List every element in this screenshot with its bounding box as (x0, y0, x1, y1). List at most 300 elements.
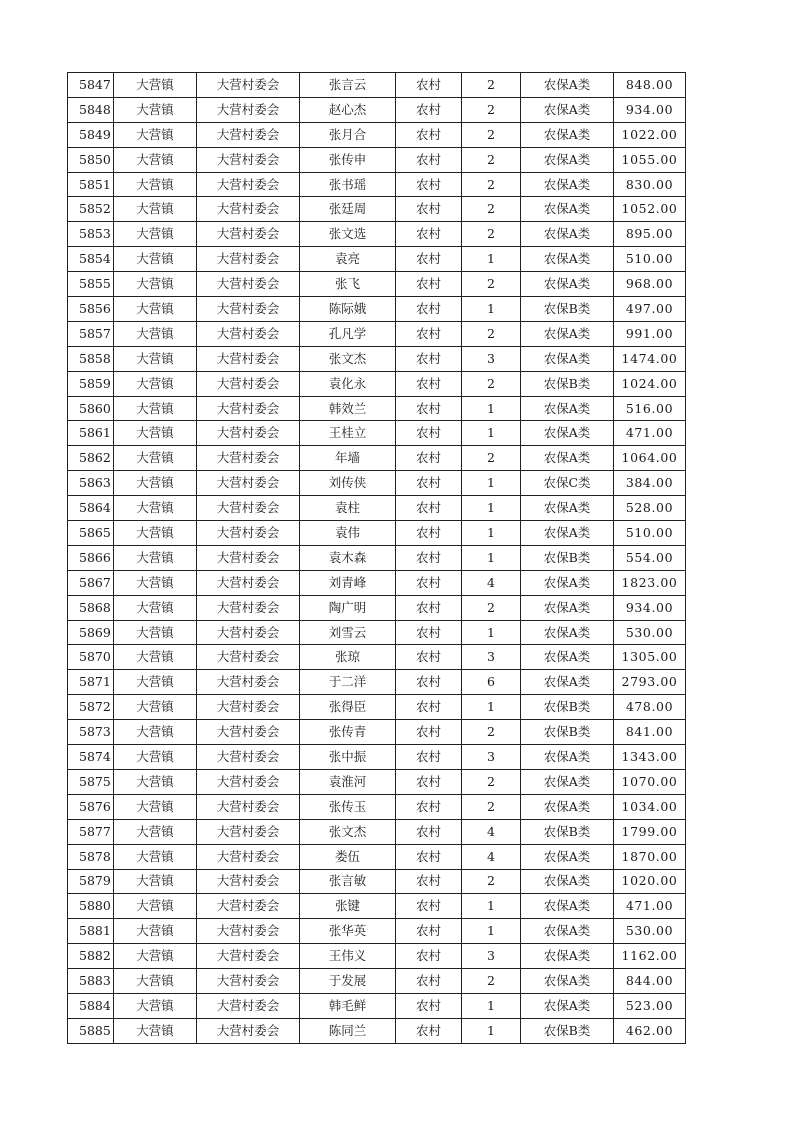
household-size-cell: 2 (462, 794, 521, 819)
table-row (68, 695, 686, 720)
town-cell: 大营镇 (114, 272, 197, 297)
person-name-cell: 袁化永 (300, 371, 396, 396)
amount-cell: 1070.00 (614, 769, 686, 794)
record-number-cell: 5848 (68, 97, 114, 122)
household-type-cell: 农村 (396, 944, 462, 969)
amount-cell: 934.00 (614, 97, 686, 122)
person-name-cell: 刘传侠 (300, 471, 396, 496)
household-size-cell: 2 (462, 321, 521, 346)
amount-cell: 497.00 (614, 297, 686, 322)
person-name-cell: 张传玉 (300, 794, 396, 819)
town-cell: 大营镇 (114, 545, 197, 570)
household-type-cell: 农村 (396, 645, 462, 670)
amount-cell: 934.00 (614, 595, 686, 620)
household-size-cell: 2 (462, 97, 521, 122)
household-size-cell: 2 (462, 272, 521, 297)
town-cell: 大营镇 (114, 993, 197, 1018)
town-cell: 大营镇 (114, 595, 197, 620)
village-committee-cell: 大营村委会 (197, 297, 300, 322)
household-type-cell: 农村 (396, 894, 462, 919)
amount-cell: 523.00 (614, 993, 686, 1018)
amount-cell: 1022.00 (614, 122, 686, 147)
record-number-cell: 5882 (68, 944, 114, 969)
amount-cell: 462.00 (614, 1018, 686, 1043)
table-row (68, 73, 686, 98)
town-cell: 大营镇 (114, 919, 197, 944)
record-number-cell: 5878 (68, 844, 114, 869)
household-size-cell: 1 (462, 1018, 521, 1043)
record-number-cell: 5872 (68, 695, 114, 720)
table-row (68, 645, 686, 670)
insurance-category-cell: 农保B类 (521, 720, 614, 745)
record-number-cell: 5864 (68, 496, 114, 521)
household-size-cell: 1 (462, 471, 521, 496)
record-number-cell: 5866 (68, 545, 114, 570)
table-row (68, 794, 686, 819)
record-number-cell: 5849 (68, 122, 114, 147)
insurance-category-cell: 农保A类 (521, 346, 614, 371)
household-size-cell: 1 (462, 421, 521, 446)
person-name-cell: 袁亮 (300, 247, 396, 272)
household-type-cell: 农村 (396, 122, 462, 147)
household-type-cell: 农村 (396, 1018, 462, 1043)
table-row (68, 769, 686, 794)
village-committee-cell: 大营村委会 (197, 595, 300, 620)
table-row (68, 545, 686, 570)
household-type-cell: 农村 (396, 346, 462, 371)
person-name-cell: 刘青峰 (300, 570, 396, 595)
household-size-cell: 2 (462, 446, 521, 471)
town-cell: 大营镇 (114, 222, 197, 247)
amount-cell: 510.00 (614, 247, 686, 272)
town-cell: 大营镇 (114, 794, 197, 819)
insurance-category-cell: 农保A类 (521, 247, 614, 272)
record-number-cell: 5859 (68, 371, 114, 396)
record-number-cell: 5862 (68, 446, 114, 471)
household-type-cell: 农村 (396, 297, 462, 322)
household-type-cell: 农村 (396, 769, 462, 794)
household-size-cell: 3 (462, 645, 521, 670)
record-number-cell: 5851 (68, 172, 114, 197)
record-number-cell: 5880 (68, 894, 114, 919)
record-number-cell: 5852 (68, 197, 114, 222)
household-type-cell: 农村 (396, 595, 462, 620)
household-size-cell: 2 (462, 371, 521, 396)
village-committee-cell: 大营村委会 (197, 545, 300, 570)
town-cell: 大营镇 (114, 745, 197, 770)
household-type-cell: 农村 (396, 670, 462, 695)
table-row (68, 993, 686, 1018)
table-row (68, 147, 686, 172)
household-type-cell: 农村 (396, 321, 462, 346)
insurance-category-cell: 农保A类 (521, 396, 614, 421)
household-type-cell: 农村 (396, 919, 462, 944)
insurance-category-cell: 农保A类 (521, 969, 614, 994)
household-size-cell: 1 (462, 545, 521, 570)
town-cell: 大营镇 (114, 421, 197, 446)
insurance-category-cell: 农保A类 (521, 496, 614, 521)
record-number-cell: 5884 (68, 993, 114, 1018)
household-type-cell: 农村 (396, 545, 462, 570)
household-size-cell: 3 (462, 346, 521, 371)
person-name-cell: 张月合 (300, 122, 396, 147)
table-row (68, 297, 686, 322)
record-number-cell: 5853 (68, 222, 114, 247)
record-number-cell: 5861 (68, 421, 114, 446)
person-name-cell: 张琼 (300, 645, 396, 670)
table-row (68, 222, 686, 247)
table-row (68, 197, 686, 222)
record-number-cell: 5874 (68, 745, 114, 770)
household-type-cell: 农村 (396, 521, 462, 546)
town-cell: 大营镇 (114, 695, 197, 720)
town-cell: 大营镇 (114, 346, 197, 371)
household-type-cell: 农村 (396, 73, 462, 98)
amount-cell: 1799.00 (614, 819, 686, 844)
household-type-cell: 农村 (396, 147, 462, 172)
table-row (68, 595, 686, 620)
insurance-category-cell: 农保A类 (521, 670, 614, 695)
household-size-cell: 2 (462, 222, 521, 247)
village-committee-cell: 大营村委会 (197, 172, 300, 197)
amount-cell: 830.00 (614, 172, 686, 197)
town-cell: 大营镇 (114, 869, 197, 894)
person-name-cell: 赵心杰 (300, 97, 396, 122)
amount-cell: 528.00 (614, 496, 686, 521)
amount-cell: 1024.00 (614, 371, 686, 396)
table-row (68, 247, 686, 272)
person-name-cell: 王桂立 (300, 421, 396, 446)
record-number-cell: 5860 (68, 396, 114, 421)
insurance-category-cell: 农保A类 (521, 844, 614, 869)
village-committee-cell: 大营村委会 (197, 745, 300, 770)
record-number-cell: 5883 (68, 969, 114, 994)
table-row (68, 521, 686, 546)
town-cell: 大营镇 (114, 73, 197, 98)
household-type-cell: 农村 (396, 272, 462, 297)
household-size-cell: 1 (462, 993, 521, 1018)
village-committee-cell: 大营村委会 (197, 670, 300, 695)
household-type-cell: 农村 (396, 844, 462, 869)
village-committee-cell: 大营村委会 (197, 396, 300, 421)
person-name-cell: 张传申 (300, 147, 396, 172)
person-name-cell: 张文杰 (300, 346, 396, 371)
town-cell: 大营镇 (114, 720, 197, 745)
table-row (68, 371, 686, 396)
table-row (68, 745, 686, 770)
household-size-cell: 2 (462, 172, 521, 197)
insurance-category-cell: 农保A类 (521, 794, 614, 819)
table-row (68, 1018, 686, 1043)
town-cell: 大营镇 (114, 894, 197, 919)
insurance-category-cell: 农保A类 (521, 620, 614, 645)
village-committee-cell: 大营村委会 (197, 346, 300, 371)
town-cell: 大营镇 (114, 496, 197, 521)
amount-cell: 895.00 (614, 222, 686, 247)
town-cell: 大营镇 (114, 371, 197, 396)
village-committee-cell: 大营村委会 (197, 769, 300, 794)
household-type-cell: 农村 (396, 446, 462, 471)
table-row (68, 894, 686, 919)
table-row (68, 496, 686, 521)
amount-cell: 991.00 (614, 321, 686, 346)
person-name-cell: 陈际娥 (300, 297, 396, 322)
record-number-cell: 5858 (68, 346, 114, 371)
insurance-category-cell: 农保B类 (521, 1018, 614, 1043)
town-cell: 大营镇 (114, 819, 197, 844)
household-size-cell: 2 (462, 595, 521, 620)
person-name-cell: 张文选 (300, 222, 396, 247)
amount-cell: 1474.00 (614, 346, 686, 371)
table-row (68, 844, 686, 869)
person-name-cell: 孔凡学 (300, 321, 396, 346)
household-type-cell: 农村 (396, 496, 462, 521)
amount-cell: 510.00 (614, 521, 686, 546)
village-committee-cell: 大营村委会 (197, 446, 300, 471)
table-row (68, 321, 686, 346)
household-size-cell: 1 (462, 297, 521, 322)
household-type-cell: 农村 (396, 695, 462, 720)
household-type-cell: 农村 (396, 869, 462, 894)
record-number-cell: 5885 (68, 1018, 114, 1043)
household-size-cell: 2 (462, 769, 521, 794)
village-committee-cell: 大营村委会 (197, 869, 300, 894)
village-committee-cell: 大营村委会 (197, 919, 300, 944)
amount-cell: 968.00 (614, 272, 686, 297)
insurance-category-cell: 农保B类 (521, 819, 614, 844)
village-committee-cell: 大营村委会 (197, 819, 300, 844)
record-number-cell: 5879 (68, 869, 114, 894)
town-cell: 大营镇 (114, 769, 197, 794)
person-name-cell: 刘雪云 (300, 620, 396, 645)
amount-cell: 1823.00 (614, 570, 686, 595)
person-name-cell: 张传青 (300, 720, 396, 745)
household-type-cell: 农村 (396, 794, 462, 819)
person-name-cell: 张华英 (300, 919, 396, 944)
table-row (68, 819, 686, 844)
amount-cell: 1064.00 (614, 446, 686, 471)
household-size-cell: 6 (462, 670, 521, 695)
record-number-cell: 5868 (68, 595, 114, 620)
household-type-cell: 农村 (396, 745, 462, 770)
insurance-category-cell: 农保A类 (521, 97, 614, 122)
record-number-cell: 5870 (68, 645, 114, 670)
town-cell: 大营镇 (114, 670, 197, 695)
person-name-cell: 王伟义 (300, 944, 396, 969)
village-committee-cell: 大营村委会 (197, 471, 300, 496)
record-number-cell: 5854 (68, 247, 114, 272)
table-row (68, 471, 686, 496)
household-size-cell: 3 (462, 944, 521, 969)
person-name-cell: 张廷周 (300, 197, 396, 222)
table-row (68, 421, 686, 446)
record-number-cell: 5877 (68, 819, 114, 844)
person-name-cell: 韩效兰 (300, 396, 396, 421)
village-committee-cell: 大营村委会 (197, 147, 300, 172)
village-committee-cell: 大营村委会 (197, 969, 300, 994)
amount-cell: 478.00 (614, 695, 686, 720)
household-size-cell: 2 (462, 720, 521, 745)
village-committee-cell: 大营村委会 (197, 645, 300, 670)
record-number-cell: 5857 (68, 321, 114, 346)
amount-cell: 1055.00 (614, 147, 686, 172)
village-committee-cell: 大营村委会 (197, 695, 300, 720)
insurance-category-cell: 农保B类 (521, 371, 614, 396)
record-number-cell: 5873 (68, 720, 114, 745)
household-type-cell: 农村 (396, 371, 462, 396)
insurance-category-cell: 农保A类 (521, 645, 614, 670)
record-number-cell: 5875 (68, 769, 114, 794)
table-row (68, 969, 686, 994)
insurance-category-cell: 农保B类 (521, 545, 614, 570)
record-number-cell: 5847 (68, 73, 114, 98)
household-size-cell: 2 (462, 73, 521, 98)
amount-cell: 530.00 (614, 919, 686, 944)
household-size-cell: 4 (462, 570, 521, 595)
village-committee-cell: 大营村委会 (197, 620, 300, 645)
insurance-category-cell: 农保A类 (521, 222, 614, 247)
amount-cell: 1162.00 (614, 944, 686, 969)
amount-cell: 1052.00 (614, 197, 686, 222)
household-type-cell: 农村 (396, 421, 462, 446)
household-size-cell: 1 (462, 521, 521, 546)
household-type-cell: 农村 (396, 97, 462, 122)
table-row (68, 272, 686, 297)
insurance-category-cell: 农保A类 (521, 272, 614, 297)
household-size-cell: 2 (462, 122, 521, 147)
amount-cell: 1870.00 (614, 844, 686, 869)
record-number-cell: 5871 (68, 670, 114, 695)
person-name-cell: 张言云 (300, 73, 396, 98)
village-committee-cell: 大营村委会 (197, 894, 300, 919)
table-row (68, 122, 686, 147)
household-size-cell: 1 (462, 620, 521, 645)
insurance-category-cell: 农保B类 (521, 297, 614, 322)
table-row (68, 396, 686, 421)
village-committee-cell: 大营村委会 (197, 993, 300, 1018)
village-committee-cell: 大营村委会 (197, 321, 300, 346)
insurance-category-cell: 农保A类 (521, 745, 614, 770)
person-name-cell: 年墙 (300, 446, 396, 471)
household-type-cell: 农村 (396, 969, 462, 994)
person-name-cell: 陶广明 (300, 595, 396, 620)
town-cell: 大营镇 (114, 197, 197, 222)
amount-cell: 516.00 (614, 396, 686, 421)
person-name-cell: 张得臣 (300, 695, 396, 720)
table-row (68, 172, 686, 197)
person-name-cell: 于发展 (300, 969, 396, 994)
village-committee-cell: 大营村委会 (197, 371, 300, 396)
household-size-cell: 2 (462, 969, 521, 994)
table-row (68, 869, 686, 894)
household-type-cell: 农村 (396, 720, 462, 745)
town-cell: 大营镇 (114, 645, 197, 670)
household-type-cell: 农村 (396, 471, 462, 496)
town-cell: 大营镇 (114, 97, 197, 122)
household-size-cell: 1 (462, 695, 521, 720)
town-cell: 大营镇 (114, 944, 197, 969)
household-type-cell: 农村 (396, 247, 462, 272)
person-name-cell: 韩毛鲜 (300, 993, 396, 1018)
household-size-cell: 1 (462, 894, 521, 919)
town-cell: 大营镇 (114, 122, 197, 147)
table-row (68, 919, 686, 944)
village-committee-cell: 大营村委会 (197, 73, 300, 98)
amount-cell: 1020.00 (614, 869, 686, 894)
village-committee-cell: 大营村委会 (197, 794, 300, 819)
town-cell: 大营镇 (114, 172, 197, 197)
town-cell: 大营镇 (114, 1018, 197, 1043)
household-type-cell: 农村 (396, 396, 462, 421)
household-type-cell: 农村 (396, 172, 462, 197)
table-body (68, 73, 686, 1044)
amount-cell: 1305.00 (614, 645, 686, 670)
village-committee-cell: 大营村委会 (197, 570, 300, 595)
record-number-cell: 5855 (68, 272, 114, 297)
village-committee-cell: 大营村委会 (197, 1018, 300, 1043)
person-name-cell: 袁柱 (300, 496, 396, 521)
household-size-cell: 2 (462, 197, 521, 222)
household-size-cell: 1 (462, 919, 521, 944)
amount-cell: 384.00 (614, 471, 686, 496)
person-name-cell: 张言敏 (300, 869, 396, 894)
insurance-category-cell: 农保C类 (521, 471, 614, 496)
amount-cell: 844.00 (614, 969, 686, 994)
insurance-category-cell: 农保A类 (521, 869, 614, 894)
household-size-cell: 4 (462, 844, 521, 869)
insurance-category-cell: 农保A类 (521, 446, 614, 471)
insurance-category-cell: 农保A类 (521, 172, 614, 197)
town-cell: 大营镇 (114, 446, 197, 471)
person-name-cell: 张文杰 (300, 819, 396, 844)
table-row (68, 720, 686, 745)
household-type-cell: 农村 (396, 197, 462, 222)
person-name-cell: 张键 (300, 894, 396, 919)
record-number-cell: 5865 (68, 521, 114, 546)
town-cell: 大营镇 (114, 969, 197, 994)
amount-cell: 530.00 (614, 620, 686, 645)
town-cell: 大营镇 (114, 471, 197, 496)
village-committee-cell: 大营村委会 (197, 944, 300, 969)
table-row (68, 570, 686, 595)
insurance-category-cell: 农保A类 (521, 993, 614, 1018)
household-size-cell: 1 (462, 496, 521, 521)
town-cell: 大营镇 (114, 844, 197, 869)
record-number-cell: 5876 (68, 794, 114, 819)
village-committee-cell: 大营村委会 (197, 496, 300, 521)
insurance-category-cell: 农保B类 (521, 695, 614, 720)
village-committee-cell: 大营村委会 (197, 97, 300, 122)
village-committee-cell: 大营村委会 (197, 421, 300, 446)
person-name-cell: 袁伟 (300, 521, 396, 546)
record-number-cell: 5869 (68, 620, 114, 645)
table-row (68, 944, 686, 969)
record-number-cell: 5867 (68, 570, 114, 595)
household-size-cell: 1 (462, 247, 521, 272)
town-cell: 大营镇 (114, 297, 197, 322)
amount-cell: 1343.00 (614, 745, 686, 770)
table-row (68, 346, 686, 371)
household-size-cell: 4 (462, 819, 521, 844)
household-type-cell: 农村 (396, 620, 462, 645)
insurance-category-cell: 农保A类 (521, 197, 614, 222)
household-type-cell: 农村 (396, 222, 462, 247)
amount-cell: 471.00 (614, 894, 686, 919)
town-cell: 大营镇 (114, 396, 197, 421)
household-type-cell: 农村 (396, 993, 462, 1018)
village-committee-cell: 大营村委会 (197, 247, 300, 272)
insurance-category-cell: 农保A类 (521, 894, 614, 919)
